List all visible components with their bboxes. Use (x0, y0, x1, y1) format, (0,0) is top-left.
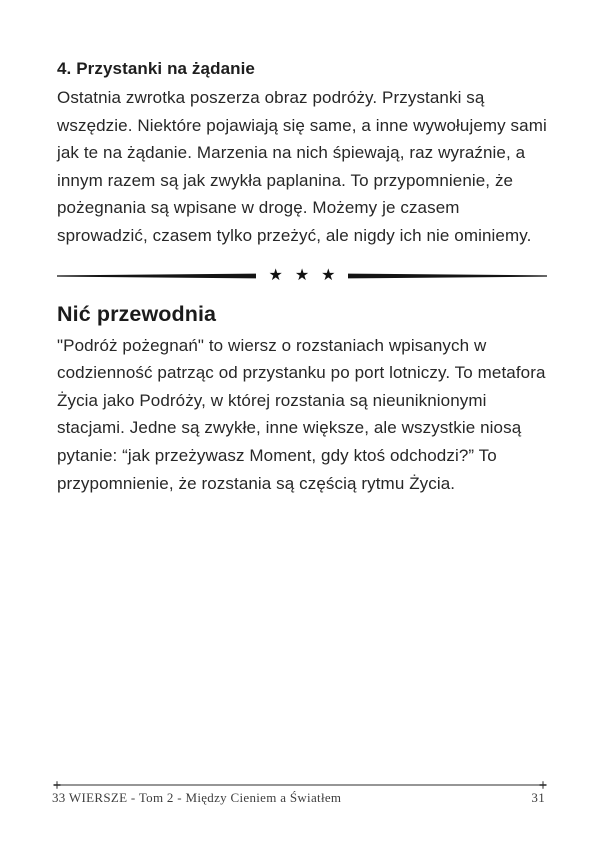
star-divider (57, 264, 547, 284)
section-body-nic-przewodnia: "Podróż pożegnań" to wiersz o rozstaniach wpisanych w codzienność patrząc od przystanku po port lotniczy. To metafora Życia jako Podróży, w której rozstania są nieuniknionymi stacjami. Jedne są zwykłe, inne większe, ale wszystkie niosą pytanie: “jak przeżywasz Moment, gdy ktoś odchodzi?” To przypomnienie, że rozstania są częścią rytmu Życia. (57, 335, 546, 493)
footer-row (52, 790, 548, 805)
page-footer (52, 780, 548, 805)
footer-rule (52, 780, 548, 790)
footer-book-title: 33 WIERSZE - Tom 2 - Między Cieniem a Światłem (52, 790, 342, 805)
section-heading-nic-przewodnia: Nić przewodnia (57, 301, 217, 326)
star-icon: ★ (268, 264, 283, 284)
divider-line-left (57, 273, 256, 279)
footer-page-number: 31 (531, 790, 545, 805)
section-body-przystanki: Ostatnia zwrotka poszerza obraz podróży. Przystanki są wszędzie. Niektóre pojawiają się same, a inne wywołujemy sami jak te na żądanie. Marzenia na nich śpiewają, raz wyraźnie, a innym razem są jak zwykła paplanina. To przypomnienie, że pożegnania są wpisane w drogę. Możemy je czasem sprowadzić, czasem tylko przeżyć, ale nigdy ich nie ominiemy. (57, 88, 547, 245)
star-icon: ★ (321, 264, 336, 284)
page-content (57, 55, 547, 497)
star-icon: ★ (294, 264, 310, 284)
divider-line-right (348, 273, 547, 279)
section-heading-przystanki: 4. Przystanki na żądanie (57, 59, 255, 78)
